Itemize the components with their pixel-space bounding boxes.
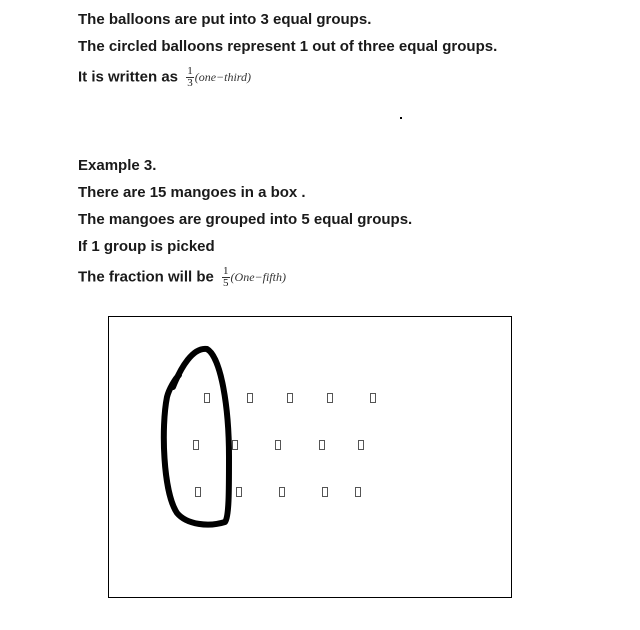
mango-glyph [327, 393, 333, 403]
example-title: Example 3. [78, 157, 157, 174]
fraction-denominator: 5 [223, 277, 229, 289]
fraction-words: (one−third) [194, 70, 252, 84]
fraction-words: (One−fifth) [230, 270, 286, 284]
fraction-one-third [186, 66, 194, 89]
sentence-written-as [78, 66, 251, 89]
sentence-circled-balloons: The circled balloons represent 1 out of three equal groups. [78, 38, 498, 55]
stray-dot [400, 117, 402, 119]
mango-glyph [236, 487, 242, 497]
mango-glyph [322, 487, 328, 497]
mango-glyph [247, 393, 253, 403]
mango-glyph [232, 440, 238, 450]
mango-glyph [275, 440, 281, 450]
mango-glyph [279, 487, 285, 497]
mango-glyph [370, 393, 376, 403]
mango-glyph [204, 393, 210, 403]
mangoes-illustration-box [108, 316, 512, 598]
sentence-mangoes-box: There are 15 mangoes in a box . [78, 184, 306, 201]
mango-glyph [358, 440, 364, 450]
sentence-balloons-groups: The balloons are put into 3 equal groups. [78, 11, 372, 28]
mango-glyph [355, 487, 361, 497]
mango-glyph [319, 440, 325, 450]
fraction-will-be-label: The fraction will be [78, 268, 214, 286]
mango-glyph [193, 440, 199, 450]
fraction-one-fifth [222, 266, 230, 289]
fraction-numerator: 1 [223, 265, 229, 277]
hand-drawn-circle [109, 317, 511, 597]
sentence-mangoes-groups: The mangoes are grouped into 5 equal groups. [78, 211, 413, 228]
sentence-fraction-will-be [78, 266, 286, 289]
mango-glyph [195, 487, 201, 497]
fraction-denominator: 3 [187, 77, 193, 89]
fraction-numerator: 1 [187, 65, 193, 77]
mango-glyph [287, 393, 293, 403]
written-as-label: It is written as [78, 68, 179, 86]
sentence-group-picked: If 1 group is picked [78, 238, 215, 255]
